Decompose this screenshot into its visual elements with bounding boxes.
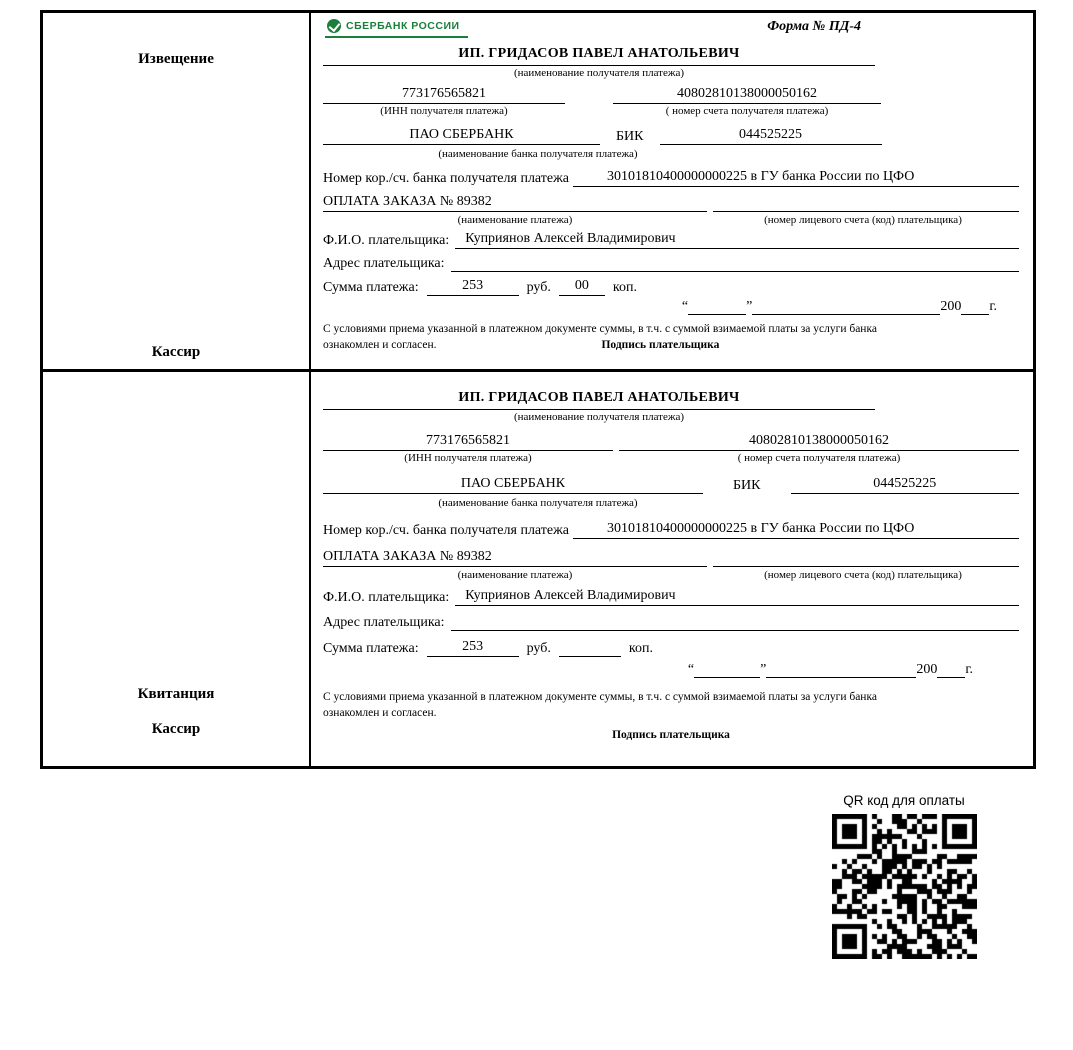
account-caption: ( номер счета получателя платежа) [737, 452, 901, 464]
payer-address-label: Адрес плательщика: [323, 615, 445, 630]
date-open-quote: “ [687, 662, 695, 677]
personal-account-line [713, 550, 1019, 567]
account-caption: ( номер счета получателя платежа) [665, 105, 829, 117]
agreement-text-line2: ознакомлен и согласен. [323, 706, 437, 719]
payment-purpose: ОПЛАТА ЗАКАЗА № 89382 [323, 194, 707, 212]
corr-account-row [323, 521, 1019, 539]
agreement-signature-row [323, 338, 1019, 354]
purpose-caption: (наименование платежа) [457, 214, 573, 226]
payer-name-label: Ф.И.О. плательщика: [323, 233, 450, 248]
bank-name: ПАО СБЕРБАНК [323, 476, 703, 494]
signature-label: Подпись плательщика [601, 338, 720, 351]
corr-account-label: Номер кор./сч. банка получателя платежа [323, 523, 569, 538]
date-row [323, 662, 973, 678]
date-open-quote: “ [681, 299, 689, 314]
notice-body [311, 13, 1033, 369]
bank-row [323, 476, 1019, 494]
personal-account-line [713, 195, 1019, 212]
receipt-body [311, 372, 1033, 766]
sberbank-logo-icon [327, 19, 341, 33]
agreement-text-line1: С условиями приема указанной в платежном документе суммы, в т.ч. с суммой взимаемой платы за услуги банка [323, 691, 877, 703]
payer-name-value: Куприянов Алексей Владимирович [455, 231, 1019, 249]
kop-label: коп. [612, 280, 637, 295]
date-close-quote: ” [746, 299, 753, 314]
recipient-caption: (наименование получателя платежа) [513, 67, 685, 79]
amount-kop-value [559, 639, 621, 657]
purpose-caption-row [323, 213, 1019, 226]
signature-label: Подпись плательщика [612, 729, 730, 742]
qr-block [826, 793, 982, 959]
bik-label: БИК [733, 478, 761, 493]
amount-rub-value: 253 [427, 639, 519, 657]
date-day-line [688, 300, 746, 315]
agreement-row2 [323, 706, 1019, 722]
inn-account-row [323, 86, 1019, 117]
payer-address-row [323, 254, 1019, 272]
payment-form-pd4 [40, 10, 1036, 808]
inn-account-row [323, 433, 1019, 464]
receipt-slip [40, 369, 1036, 769]
bank-caption: (наименование банка получателя платежа) [438, 148, 638, 160]
amount-label: Сумма платежа: [323, 280, 419, 295]
recipient-name: ИП. ГРИДАСОВ ПАВЕЛ АНАТОЛЬЕВИЧ [323, 46, 875, 66]
date-month-line [766, 663, 916, 678]
payer-name-label: Ф.И.О. плательщика: [323, 590, 450, 605]
bank-caption: (наименование банка получателя платежа) [438, 497, 638, 509]
receipt-section-label: Квитанция [137, 686, 215, 702]
notice-section-label: Извещение [138, 51, 214, 67]
notice-cashier-label: Кассир [151, 344, 201, 360]
payer-name-value: Куприянов Алексей Владимирович [455, 588, 1019, 606]
payer-name-row [323, 231, 1019, 249]
purpose-row [323, 194, 1019, 212]
receipt-left-column [43, 372, 311, 766]
corr-account-value: 30101810400000000225 в ГУ банка России по ЦФО [573, 169, 1019, 187]
purpose-caption: (наименование платежа) [457, 569, 573, 581]
sberbank-logo-text: СБЕРБАНК РОССИИ [346, 20, 460, 32]
agreement-text-line2: ознакомлен и согласен. [323, 338, 437, 351]
date-close-quote: ” [760, 662, 767, 677]
account-value: 40802810138000050162 [619, 433, 1019, 451]
agreement-text-line1: С условиями приема указанной в платежном документе суммы, в т.ч. с суммой взимаемой платы за услуги банка [323, 323, 877, 335]
personal-account-caption: (номер лицевого счета (код) плательщика) [764, 214, 962, 226]
amount-kop-value: 00 [559, 278, 605, 296]
inn-caption: (ИНН получателя платежа) [380, 105, 508, 117]
notice-left-column [43, 13, 311, 369]
corr-account-label: Номер кор./сч. банка получателя платежа [323, 171, 569, 186]
bank-row [323, 127, 1019, 145]
amount-row [323, 639, 1019, 657]
date-year-prefix: 200 [916, 662, 938, 677]
kop-label: коп. [628, 641, 653, 656]
sberbank-logo [325, 17, 468, 38]
date-day-line [694, 663, 760, 678]
purpose-caption-row [323, 568, 1019, 581]
payer-address-row [323, 613, 1019, 631]
notice-slip [40, 10, 1036, 372]
amount-rub-value: 253 [427, 278, 519, 296]
bik-value: 044525225 [660, 127, 882, 145]
date-year-line [961, 300, 989, 315]
account-value: 40802810138000050162 [613, 86, 881, 104]
qr-caption: QR код для оплаты [843, 793, 965, 808]
date-row [323, 299, 997, 315]
date-year-prefix: 200 [940, 299, 962, 314]
bik-value: 044525225 [791, 476, 1020, 494]
inn-value: 773176565821 [323, 86, 565, 104]
date-year-suffix: г. [965, 662, 973, 677]
payer-name-row [323, 588, 1019, 606]
payer-address-value [451, 613, 1019, 631]
date-year-suffix: г. [989, 299, 997, 314]
rub-label: руб. [526, 641, 551, 656]
recipient-block [323, 46, 875, 79]
qr-code-image [832, 814, 977, 959]
receipt-cashier-label: Кассир [151, 721, 201, 737]
inn-value: 773176565821 [323, 433, 613, 451]
corr-account-value: 30101810400000000225 в ГУ банка России по ЦФО [573, 521, 1019, 539]
payment-purpose: ОПЛАТА ЗАКАЗА № 89382 [323, 549, 707, 567]
notice-header-row [323, 17, 1019, 44]
form-number-label: Форма № ПД-4 [767, 19, 861, 34]
payer-address-label: Адрес плательщика: [323, 256, 445, 271]
date-year-line [937, 663, 965, 678]
recipient-caption: (наименование получателя платежа) [513, 411, 685, 423]
inn-caption: (ИНН получателя платежа) [404, 452, 532, 464]
purpose-row [323, 549, 1019, 567]
payer-address-value [451, 254, 1019, 272]
recipient-block [323, 390, 875, 423]
date-month-line [752, 300, 940, 315]
corr-account-row [323, 169, 1019, 187]
amount-row [323, 278, 1019, 296]
recipient-name: ИП. ГРИДАСОВ ПАВЕЛ АНАТОЛЬЕВИЧ [323, 390, 875, 410]
amount-label: Сумма платежа: [323, 641, 419, 656]
bank-name: ПАО СБЕРБАНК [323, 127, 600, 145]
bik-label: БИК [616, 129, 644, 144]
personal-account-caption: (номер лицевого счета (код) плательщика) [764, 569, 962, 581]
rub-label: руб. [526, 280, 551, 295]
